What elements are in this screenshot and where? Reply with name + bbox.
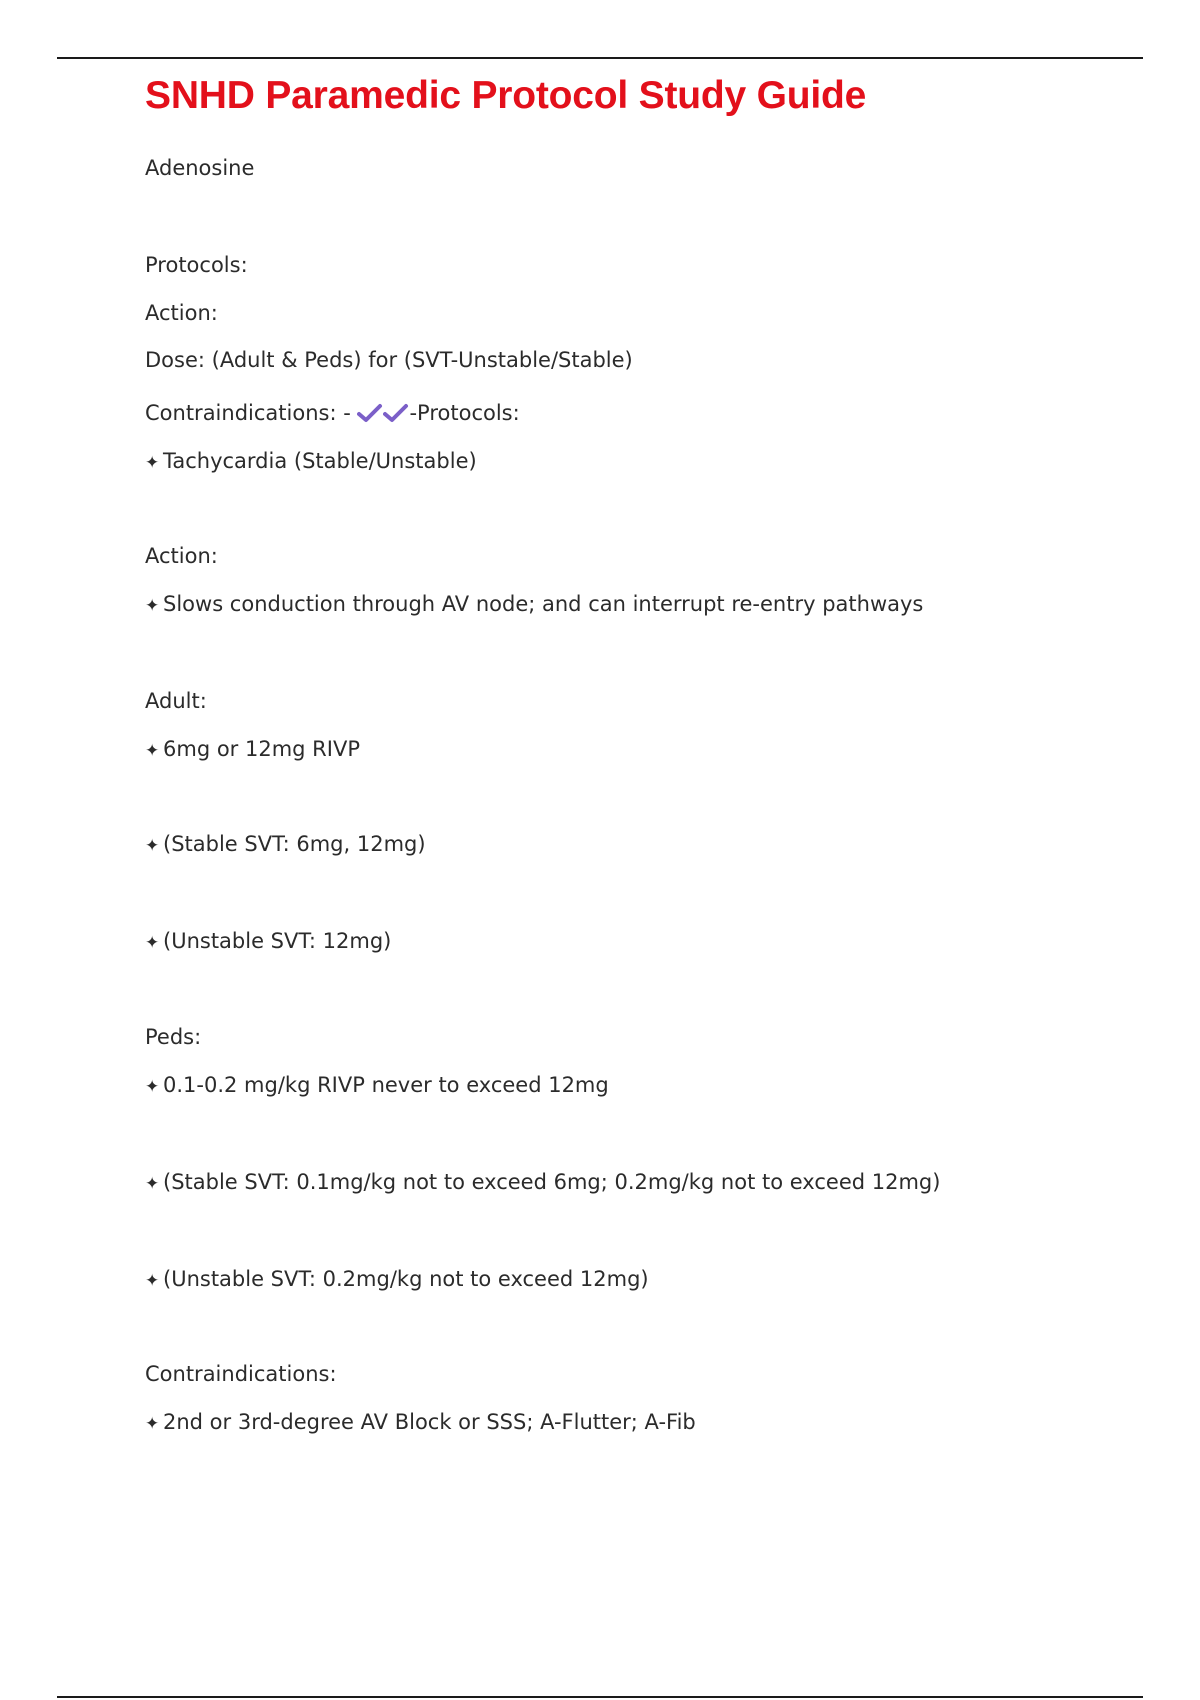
check-icon: [357, 403, 383, 423]
peds-item-text: (Stable SVT: 0.1mg/kg not to exceed 6mg; 0.2mg/kg not to exceed 12mg): [163, 1170, 941, 1194]
bullet-icon: ✦: [145, 596, 160, 616]
contraindications-prefix: Contraindications: -: [145, 401, 351, 425]
bullet-icon: ✦: [145, 1174, 160, 1194]
summary-contraindications-line: [145, 399, 520, 427]
bullet-icon: ✦: [145, 1271, 160, 1291]
list-item: [145, 447, 477, 477]
contraindication-item-text: 2nd or 3rd-degree AV Block or SSS; A-Flutter; A-Fib: [163, 1410, 696, 1434]
summary-dose-label: Dose: (Adult & Peds) for (SVT-Unstable/Stable): [145, 348, 633, 372]
page-title: SNHD Paramedic Protocol Study Guide: [145, 74, 867, 117]
adult-item-text: (Stable SVT: 6mg, 12mg): [163, 832, 426, 856]
bullet-icon: ✦: [145, 1077, 160, 1097]
bullet-icon: ✦: [145, 836, 160, 856]
list-item: [145, 590, 923, 620]
list-item: [145, 830, 426, 860]
bullet-icon: ✦: [145, 741, 160, 761]
bottom-rule: [57, 1696, 1143, 1698]
adult-item-text: 6mg or 12mg RIVP: [163, 737, 360, 761]
action-heading: Action:: [145, 544, 218, 568]
peds-item-text: (Unstable SVT: 0.2mg/kg not to exceed 12mg): [163, 1267, 649, 1291]
bullet-icon: ✦: [145, 933, 160, 953]
contraindications-suffix: -Protocols:: [409, 401, 520, 425]
bullet-icon: ✦: [145, 453, 160, 473]
list-item: [145, 1408, 696, 1438]
adult-item-text: (Unstable SVT: 12mg): [163, 929, 392, 953]
drug-name: Adenosine: [145, 156, 255, 180]
list-item: [145, 1168, 940, 1198]
peds-heading: Peds:: [145, 1025, 202, 1049]
adult-heading: Adult:: [145, 689, 207, 713]
list-item: [145, 927, 391, 957]
check-icon: [383, 403, 409, 423]
contraindications-heading: Contraindications:: [145, 1362, 337, 1386]
list-item: [145, 735, 360, 765]
top-rule: [57, 57, 1143, 59]
action-item-text: Slows conduction through AV node; and can interrupt re-entry pathways: [163, 592, 924, 616]
protocol-item-text: Tachycardia (Stable/Unstable): [163, 449, 477, 473]
summary-action-label: Action:: [145, 301, 218, 325]
list-item: [145, 1265, 649, 1295]
bullet-icon: ✦: [145, 1414, 160, 1434]
summary-protocols-label: Protocols:: [145, 253, 248, 277]
peds-item-text: 0.1-0.2 mg/kg RIVP never to exceed 12mg: [163, 1073, 609, 1097]
list-item: [145, 1071, 609, 1101]
